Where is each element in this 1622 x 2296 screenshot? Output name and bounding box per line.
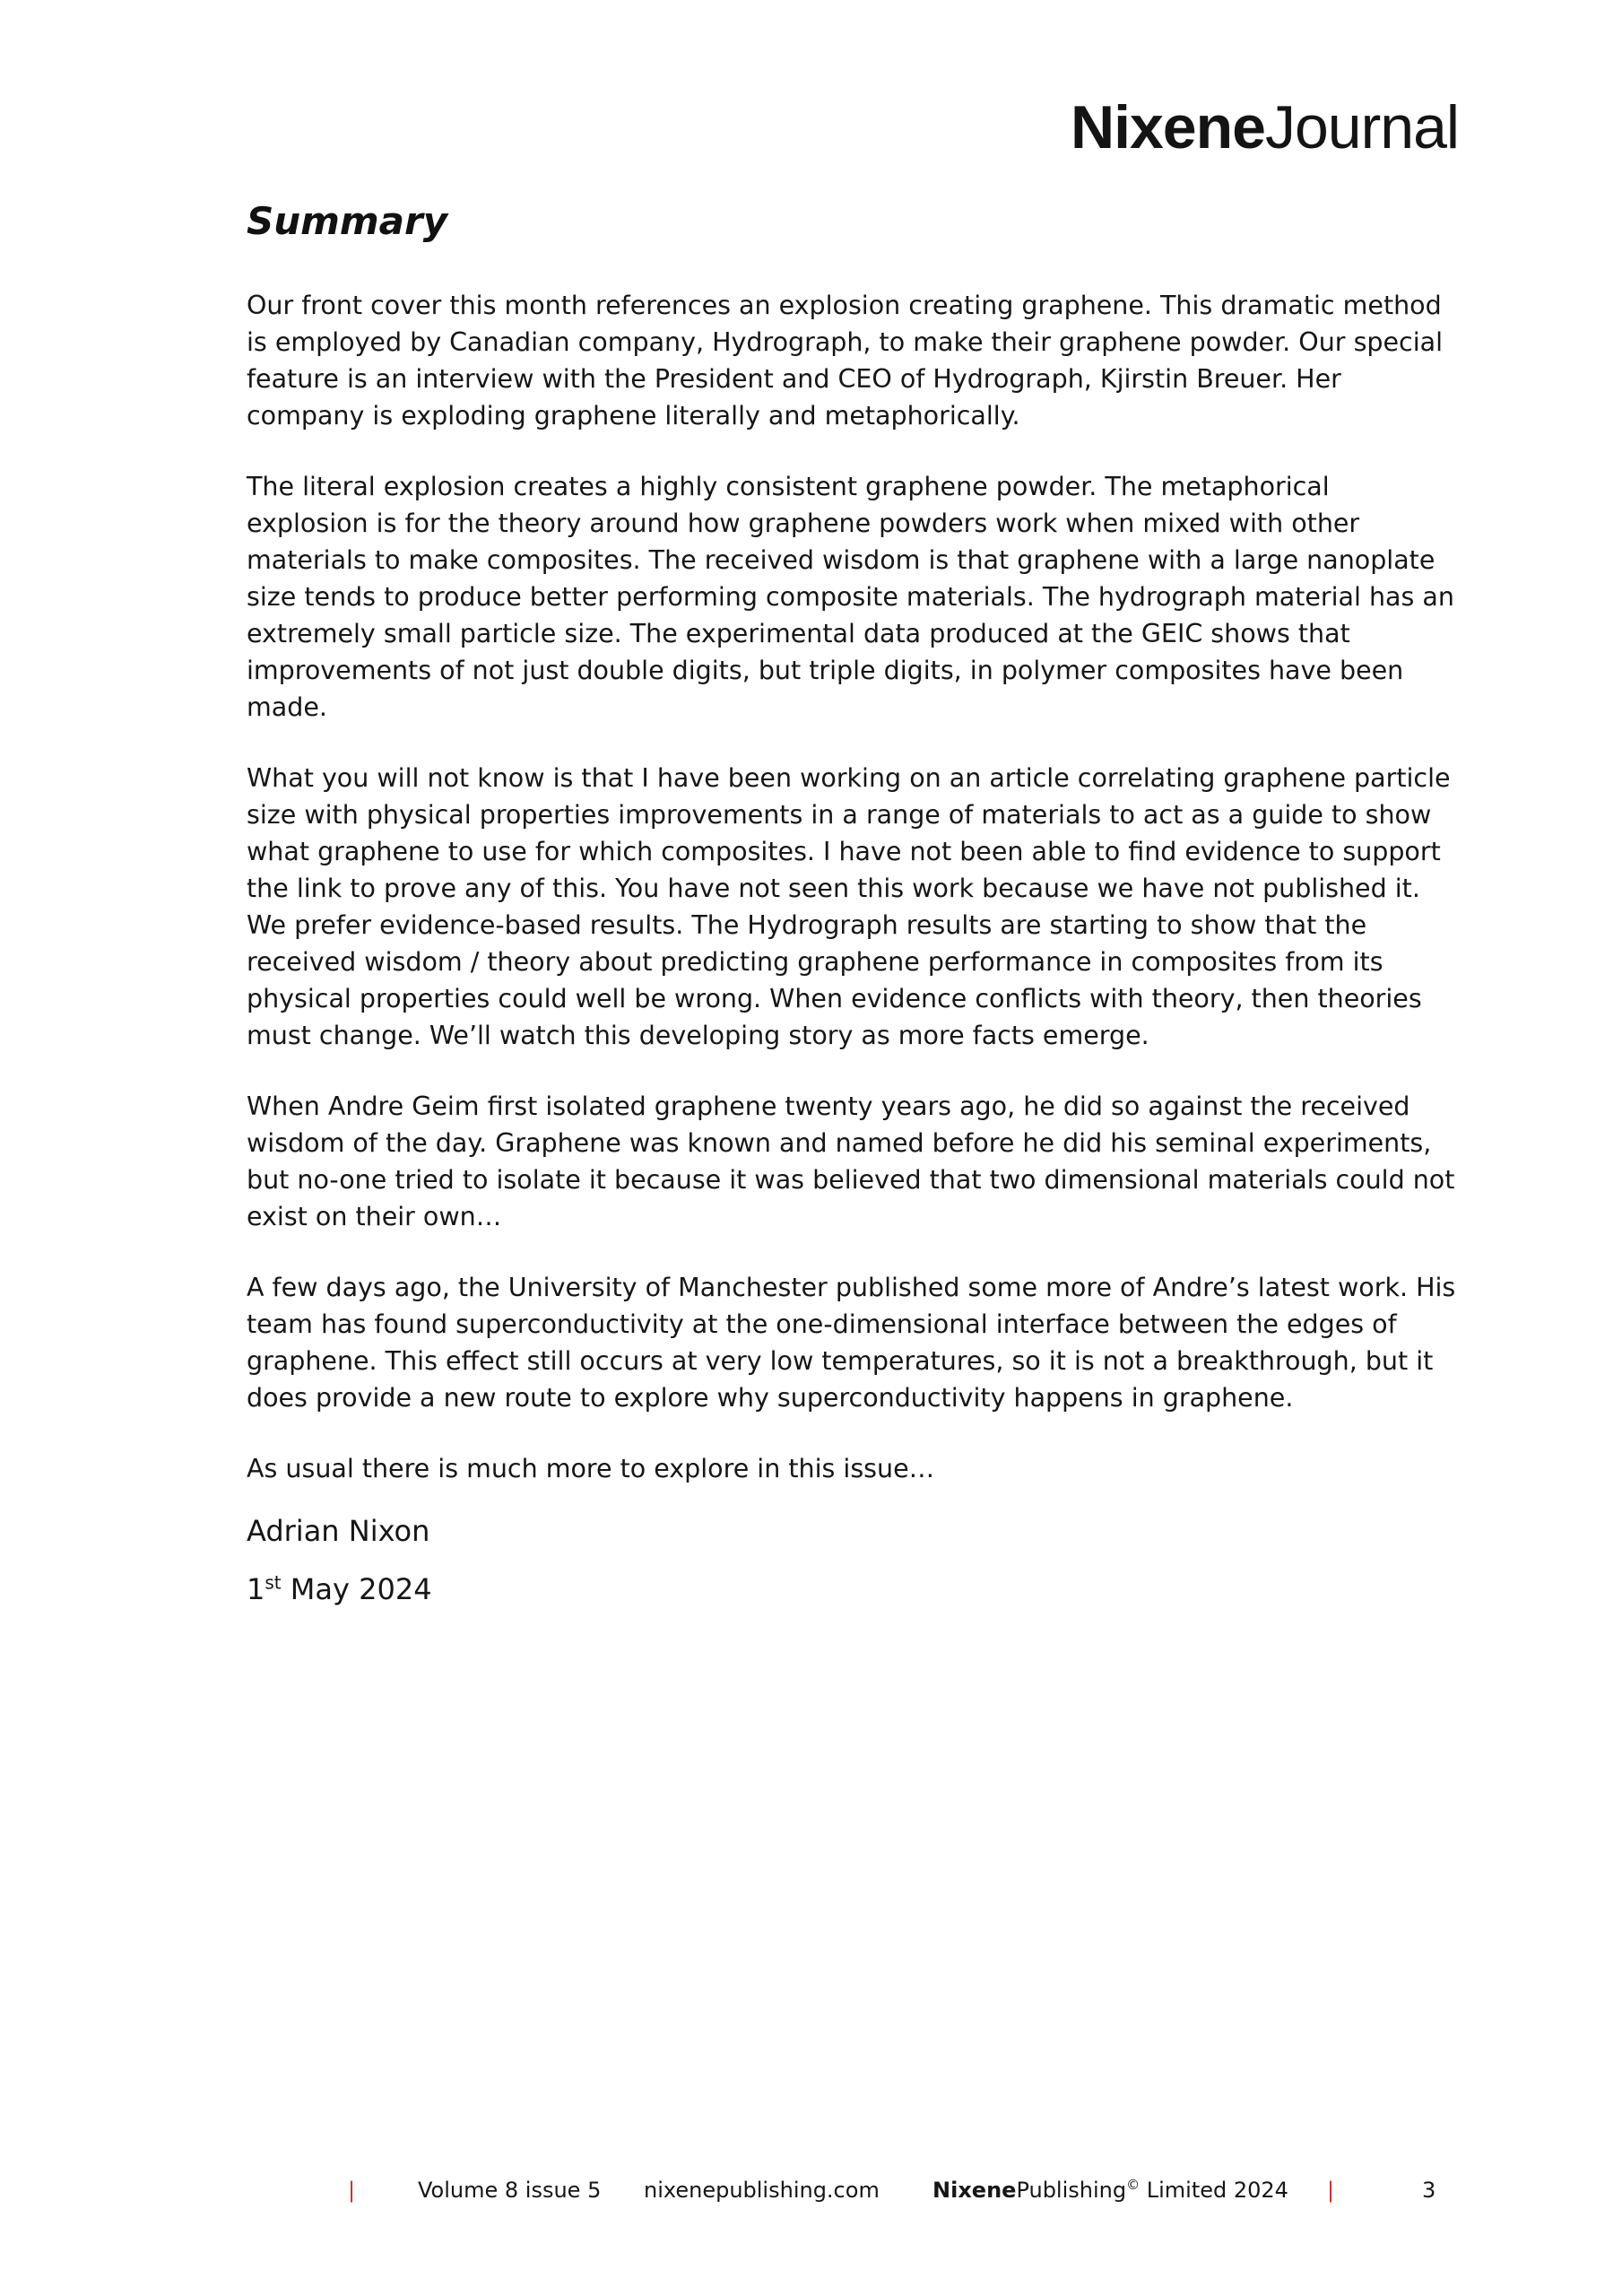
paragraph-4: When Andre Geim first isolated graphene twenty years ago, he did so against the received wisdom of the day. Graphene was known and named before he did his seminal experiments, but no-one tried to isolate it because it was believed that two dimensional materials could not exist on their own…	[247, 1091, 1455, 1232]
footer-copyright-rest: Limited 2024	[1140, 2178, 1288, 2203]
footer-publisher-bold: Nixene	[932, 2178, 1017, 2203]
date-suffix: st	[265, 1571, 282, 1594]
paragraph-5: A few days ago, the University of Manchester published some more of Andre’s latest work. His team has found superconductivity at the one-dimensional interface between the edges of graphene. This effect still occurs at very low temperatures, so it is not a breakthrough, but it does provide a new route to explore why superconductivity happens in graphene.	[247, 1273, 1456, 1413]
date-rest: May 2024	[281, 1571, 432, 1606]
paragraph-1: Our front cover this month references an explosion creating graphene. This dramatic method is employed by Canadian company, Hydrograph, to make their graphene powder. Our special feature is an interview with the President and CEO of Hydrograph, Kjirstin Breuer. Her company is exploding graphene literally and metaphorically.	[247, 291, 1444, 431]
copyright-symbol: ©	[1126, 2177, 1141, 2193]
footer-separator-right: |	[1327, 2178, 1335, 2203]
article-body	[247, 199, 1457, 1630]
date-day: 1	[247, 1571, 265, 1606]
logo-bold-text: Nixene	[1070, 93, 1265, 161]
footer-website[interactable]: nixenepublishing.com	[644, 2178, 880, 2203]
footer-copyright	[932, 2178, 1288, 2203]
page-footer	[0, 2178, 1622, 2213]
paragraph-6: As usual there is much more to explore in this issue…	[247, 1454, 935, 1484]
footer-publisher-rest: Publishing	[1016, 2178, 1127, 2203]
author-name: Adrian Nixon	[247, 1514, 430, 1549]
footer-volume: Volume 8 issue 5	[418, 2178, 602, 2203]
page-number: 3	[1422, 2178, 1436, 2203]
journal-logo	[1070, 93, 1459, 161]
publication-date	[247, 1572, 1457, 1606]
paragraph-3: What you will not know is that I have been working on an article correlating graphene particle size with physical properties improvements in a range of materials to act as a guide to show what graphene to use for which composites. I have not been able to find evidence to support the link to prove any of this. You have not seen this work because we have not published it. We prefer evidence-based results. The Hydrograph results are starting to show that the received wisdom / theory about predicting graphene performance in composites from its physical properties could well be wrong. When evidence conflicts with theory, then theories must change. We’ll watch this developing story as more facts emerge.	[247, 763, 1451, 1051]
footer-separator-left: |	[348, 2178, 356, 2203]
article-title: Summary	[247, 199, 448, 243]
logo-light-text: Journal	[1264, 93, 1459, 161]
paragraph-2: The literal explosion creates a highly consistent graphene powder. The metaphorical explosion is for the theory around how graphene powders work when mixed with other materials to make composites. The received wisdom is that graphene with a large nanoplate size tends to produce better performing composite materials. The hydrograph material has an extremely small particle size. The experimental data produced at the GEIC shows that improvements of not just double digits, but triple digits, in polymer composites have been made.	[247, 472, 1454, 723]
